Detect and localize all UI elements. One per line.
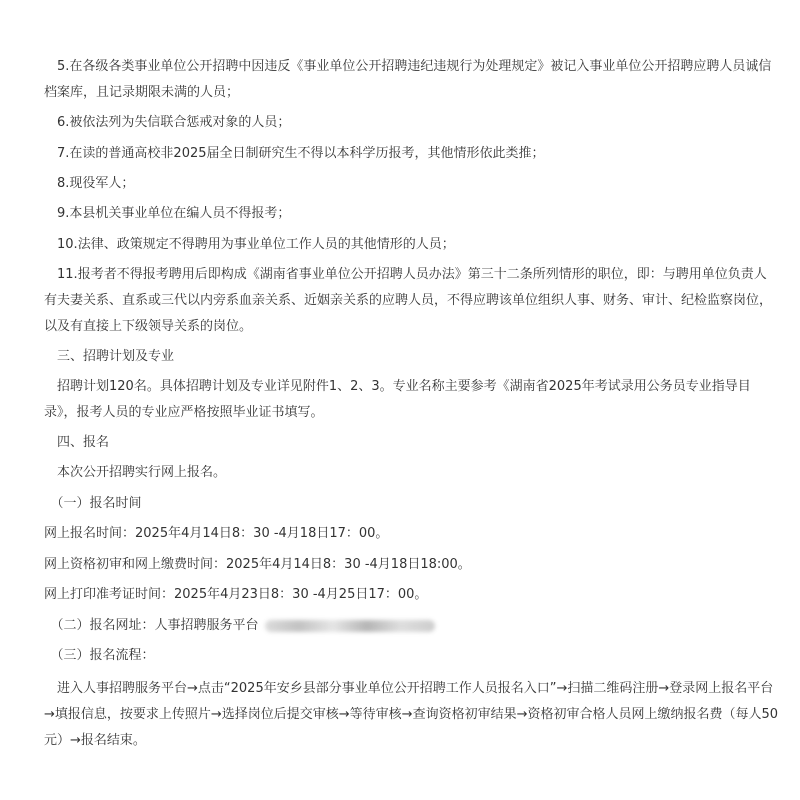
paragraph-review-time [44, 552, 779, 578]
paragraph-item-9 [44, 201, 779, 227]
paragraph-online [44, 460, 779, 486]
section-heading-4 [44, 430, 779, 456]
paragraph-item-8 [44, 171, 779, 197]
paragraph-text: 招聘计划120名。具体招聘计划及专业详见附件1、2、3。专业名称主要参考《湖南省2025年考试录用公务员专业指导目录》，报考人员的专业应严格按照毕业证书填写。 [44, 379, 751, 420]
paragraph-item-5 [44, 54, 779, 106]
paragraph-text: 10.法律、政策规定不得聘用为事业单位工作人员的其他情形的人员； [57, 237, 455, 252]
heading-text: 四、报名 [57, 435, 110, 450]
section-heading-3 [44, 344, 779, 370]
paragraph-plan [44, 374, 779, 426]
heading-text: （二）报名网址：人事招聘服务平台 [57, 618, 259, 633]
paragraph-text: 本次公开招聘实行网上报名。 [57, 465, 227, 480]
blurred-url [265, 620, 435, 632]
sub-heading-process [44, 643, 779, 669]
paragraph-item-6 [44, 110, 779, 136]
paragraph-text: 8.现役军人； [57, 176, 135, 191]
paragraph-text: 9.本县机关事业单位在编人员不得报考； [57, 206, 291, 221]
heading-text: （一）报名时间 [57, 496, 142, 511]
paragraph-text: 5.在各级各类事业单位公开招聘中因违反《事业单位公开招聘违纪违规行为处理规定》被记入事业单位公开招聘应聘人员诚信档案库，且记录期限未满的人员； [44, 59, 772, 100]
paragraph-text: 7.在读的普通高校非2025届全日制研究生不得以本科学历报考，其他情形依此类推； [57, 146, 545, 161]
paragraph-text: 6.被依法列为失信联合惩戒对象的人员； [57, 115, 291, 130]
paragraph-text: 网上资格初审和网上缴费时间：2025年4月14日8：30 -4月18日18:00。 [44, 557, 471, 572]
sub-heading-url [44, 613, 779, 639]
paragraph-text: 网上报名时间：2025年4月14日8：30 -4月18日17：00。 [44, 526, 389, 541]
paragraph-item-11 [44, 262, 779, 340]
paragraph-reg-time [44, 521, 779, 547]
paragraph-item-7 [44, 141, 779, 167]
paragraph-text: 网上打印准考证时间：2025年4月23日8：30 -4月25日17：00。 [44, 587, 428, 602]
sub-heading-time [44, 491, 779, 517]
paragraph-item-10 [44, 232, 779, 258]
paragraph-text: 11.报考者不得报考聘用后即构成《湖南省事业单位公开招聘人员办法》第三十二条所列情形的职位，即：与聘用单位负责人有夫妻关系、直系或三代以内旁系血亲关系、近姻亲关系的应聘人员，不得应聘该单位组织人事、财务、审计、纪检监察岗位，以及有直接上下级领导关系的岗位。 [44, 267, 773, 334]
paragraph-text: 进入人事招聘服务平台→点击“2025年安乡县部分事业单位公开招聘工作人员报名入口”→扫描二维码注册→登录网上报名平台→填报信息，按要求上传照片→选择岗位后提交审核→等待审核→查询资格初审结果→资格初审合格人员网上缴纳报名费（每人50元）→报名结束。 [44, 681, 779, 748]
heading-text: （三）报名流程： [57, 648, 155, 663]
paragraph-print-time [44, 582, 779, 608]
paragraph-process [44, 676, 779, 754]
heading-text: 三、招聘计划及专业 [57, 349, 175, 364]
